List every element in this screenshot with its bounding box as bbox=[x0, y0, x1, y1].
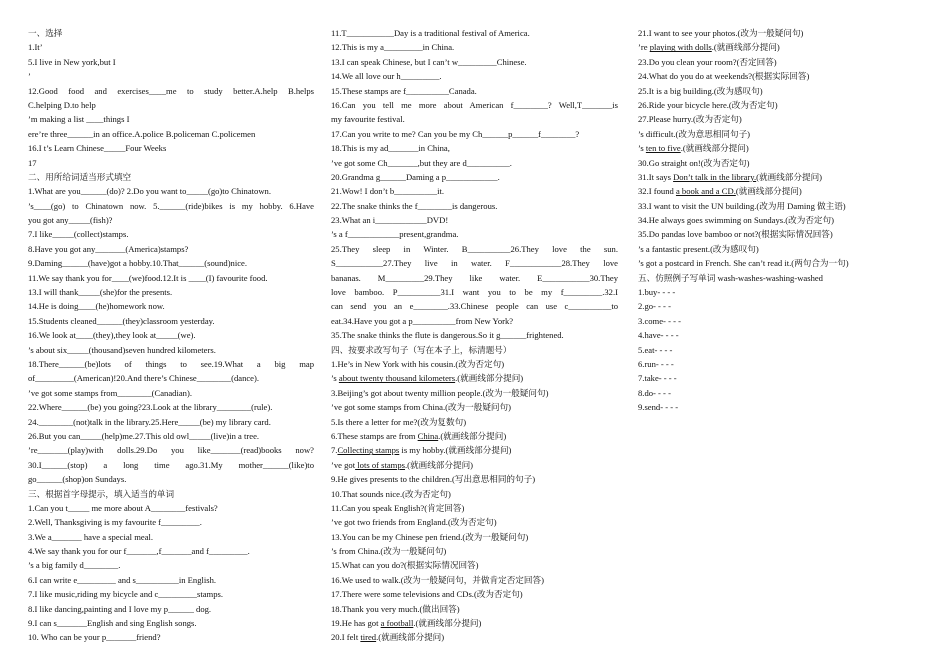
text-line bbox=[28, 616, 314, 630]
line-text: 13.You can be my Chinese pen friend.(改为一般疑问句) bbox=[331, 531, 529, 542]
line-text: 3.come- - - - bbox=[638, 315, 681, 326]
text-line bbox=[331, 429, 618, 443]
line-text: 12.Good food and exercises____me to study better.A.help B.helps bbox=[28, 85, 314, 96]
line-text: 15.What can you do?(根据实际情况回答) bbox=[331, 560, 479, 571]
line-suffix: is my hobby.(就画线部分提问) bbox=[399, 445, 512, 456]
line-text: 32.I found bbox=[638, 186, 676, 197]
text-line bbox=[331, 558, 618, 572]
text-line bbox=[28, 544, 314, 558]
text-line bbox=[28, 472, 314, 486]
line-text: 1.He’s in New York with his cousin.(改为否定句) bbox=[331, 358, 505, 369]
line-text: you got any_____(fish)? bbox=[28, 215, 113, 226]
underlined-phrase: a book and a CD. bbox=[675, 186, 736, 197]
text-line bbox=[331, 314, 618, 328]
line-text: ’ve got two friends from England.(改为否定句) bbox=[331, 517, 497, 528]
line-text: 23.What an i____________DVD! bbox=[331, 215, 449, 226]
line-text: 8.Have you got any_______(America)stamps? bbox=[28, 243, 189, 254]
line-text: 22.The snake thinks the f________is dangerous. bbox=[331, 200, 498, 211]
underlined-phrase: playing with dolls bbox=[649, 42, 712, 53]
text-line bbox=[28, 55, 314, 69]
line-text: 1.It’ bbox=[28, 42, 43, 53]
text-line bbox=[331, 299, 618, 313]
line-text: 14.He is doing____(he)homework now. bbox=[28, 301, 165, 312]
line-suffix: .(就画线部分提问) bbox=[711, 42, 780, 53]
text-line bbox=[28, 443, 314, 457]
text-line bbox=[331, 544, 618, 558]
line-text: ’s about six_____(thousand)seven hundred kilometers. bbox=[28, 344, 216, 355]
underlined-phrase: China bbox=[417, 430, 439, 441]
line-text: 11.T___________Day is a traditional festival of America. bbox=[331, 28, 530, 38]
text-line bbox=[638, 112, 928, 126]
text-line bbox=[28, 328, 314, 342]
text-line bbox=[638, 26, 928, 40]
text-line bbox=[638, 40, 928, 54]
line-text: 1.buy- - - - bbox=[638, 287, 676, 298]
text-line bbox=[28, 515, 314, 529]
line-text: bananas. M_________29.They like water. E___________30.They bbox=[331, 272, 618, 283]
line-suffix: .(就画线部分提问) bbox=[455, 373, 524, 384]
line-text: my favourite festival. bbox=[331, 114, 405, 125]
text-line bbox=[28, 69, 314, 83]
line-text: ’ve got some stamps from China.(改为一般疑问句) bbox=[331, 402, 511, 413]
text-line bbox=[28, 141, 314, 155]
line-text: 10.That sounds nice.(改为否定句) bbox=[331, 488, 451, 499]
text-line bbox=[331, 26, 618, 40]
text-line bbox=[638, 98, 928, 112]
line-text: ere’re three______in an office.A.police B.policeman C.policemen bbox=[28, 128, 256, 139]
text-line bbox=[331, 141, 618, 155]
text-line bbox=[28, 156, 314, 170]
text-line bbox=[28, 487, 314, 501]
text-line bbox=[331, 386, 618, 400]
line-text: 四、按要求改写句子（写在本子上，标清题号） bbox=[331, 344, 512, 355]
line-text: ’s got a postcard in French. She can’t read it.(两句合为一句) bbox=[638, 258, 849, 269]
text-line bbox=[28, 170, 314, 184]
line-text: ’re_______(play)with dolls.29.Do you like_______(read)books now? bbox=[28, 445, 314, 456]
text-line bbox=[638, 357, 928, 371]
line-text: 4.have- - - - bbox=[638, 330, 679, 341]
line-text: 30.I______(stop) a long time ago.31.My mother______(like)to bbox=[28, 459, 314, 470]
text-line bbox=[331, 242, 618, 256]
underlined-phrase: Collecting stamps bbox=[337, 445, 400, 456]
line-text: 21.I want to see your photos.(改为一般疑问句) bbox=[638, 28, 804, 38]
line-suffix: .(就画线部分提问) bbox=[376, 632, 445, 643]
line-text: 25.They sleep in Winter. B__________26.They love the sun. bbox=[331, 243, 618, 254]
line-text: 35.The snake thinks the flute is dangerous.So it g______frightened. bbox=[331, 330, 564, 341]
text-line bbox=[28, 227, 314, 241]
line-text: 7.take- - - - bbox=[638, 373, 677, 384]
text-line bbox=[638, 141, 928, 155]
text-line bbox=[28, 285, 314, 299]
column-3 bbox=[638, 26, 928, 415]
line-text: 26.But you can_____(help)me.27.This old owl_____(live)in a tree. bbox=[28, 430, 260, 441]
text-line bbox=[28, 26, 314, 40]
text-line bbox=[331, 213, 618, 227]
text-line bbox=[28, 314, 314, 328]
line-text: 7.I like_____(collect)stamps. bbox=[28, 229, 129, 240]
line-text: 30.Go straight on!(改为否定句) bbox=[638, 157, 750, 168]
text-line bbox=[28, 558, 314, 572]
line-text: 16.We used to walk.(改为一般疑问句，并做肯定否定回答) bbox=[331, 574, 544, 585]
text-line bbox=[331, 156, 618, 170]
text-line bbox=[331, 256, 618, 270]
line-text: 24.________(not)talk in the library.25.Here_____(be) my library card. bbox=[28, 416, 271, 427]
line-text: 18.There______(be)lots of things to see.19.What a big map bbox=[28, 358, 314, 369]
underlined-phrase: ten to five bbox=[645, 143, 681, 154]
line-suffix: .(就画线部分提问) bbox=[405, 459, 474, 470]
line-text: S___________27.They live in water. F____________28.They love bbox=[331, 258, 618, 269]
text-line bbox=[331, 343, 618, 357]
line-text: 9.He gives presents to the children.(写出意思相同的句子) bbox=[331, 474, 536, 485]
line-text: 31.It says bbox=[638, 171, 674, 182]
line-text: 27.Please hurry.(改为否定句) bbox=[638, 114, 742, 125]
text-line bbox=[638, 84, 928, 98]
text-line bbox=[331, 371, 618, 385]
text-line bbox=[331, 227, 618, 241]
line-text: 20.Grandma g______Daming a p____________. bbox=[331, 171, 500, 182]
text-line bbox=[638, 271, 928, 285]
text-line bbox=[28, 501, 314, 515]
line-text: ’s bbox=[638, 143, 646, 154]
line-text: 8.I like dancing,painting and I love my p______ dog. bbox=[28, 603, 212, 614]
underlined-phrase: a football bbox=[380, 618, 414, 629]
text-line bbox=[331, 127, 618, 141]
text-line bbox=[331, 501, 618, 515]
line-text: 17.There were some televisions and CDs.(改为否定句) bbox=[331, 589, 523, 600]
line-suffix: (就画线部分提问) bbox=[756, 171, 823, 182]
line-text: 14.We all love our h_________. bbox=[331, 71, 442, 82]
line-text: of_________(American)!20.And there’s Chinese________(dance). bbox=[28, 373, 260, 384]
text-line bbox=[28, 458, 314, 472]
text-line bbox=[638, 199, 928, 213]
line-text: 五、仿照例子写单词 wash-washes-washing-washed bbox=[638, 272, 823, 283]
text-line bbox=[28, 630, 314, 644]
text-line bbox=[28, 127, 314, 141]
text-line bbox=[28, 271, 314, 285]
text-line bbox=[638, 184, 928, 198]
underlined-phrase: Don’t talk in the library. bbox=[673, 171, 757, 182]
line-text: 26.Ride your bicycle here.(改为否定句) bbox=[638, 99, 778, 110]
line-suffix: .(就画线部分提问) bbox=[438, 430, 507, 441]
line-text: ’s a fantastic present.(改为感叹句) bbox=[638, 243, 759, 254]
line-text: can send you an e________.33.Chinese people can use c__________to bbox=[331, 301, 618, 312]
line-text: eat.34.Have you got a p__________from New York? bbox=[331, 315, 514, 326]
line-text: 10. Who can be your p_______friend? bbox=[28, 632, 161, 643]
text-line bbox=[638, 285, 928, 299]
line-text: 18.Thank you very much.(做出回答) bbox=[331, 603, 460, 614]
line-text: 2.Well, Thanksgiving is my favourite f_________. bbox=[28, 517, 202, 528]
text-line bbox=[638, 299, 928, 313]
line-text: 19.He has got bbox=[331, 618, 381, 629]
text-line bbox=[331, 285, 618, 299]
line-text: ’ bbox=[28, 71, 31, 82]
underlined-phrase: tired bbox=[360, 632, 377, 643]
text-line bbox=[28, 184, 314, 198]
line-text: 20.I felt bbox=[331, 632, 361, 643]
line-text: 13.I will thank_____(she)for the presents. bbox=[28, 287, 173, 298]
text-line bbox=[638, 156, 928, 170]
line-text: 8.do- - - - bbox=[638, 387, 671, 398]
text-line bbox=[331, 112, 618, 126]
text-line bbox=[331, 458, 618, 472]
line-text: 23.Do you clean your room?(否定回答) bbox=[638, 56, 777, 67]
line-text: 24.What do you do at weekends?(根据实际回答) bbox=[638, 71, 810, 82]
text-line bbox=[638, 386, 928, 400]
text-line bbox=[638, 314, 928, 328]
text-line bbox=[28, 40, 314, 54]
line-text: 13.I can speak Chinese, but I can’t w_________Chinese. bbox=[331, 56, 527, 67]
line-text: 7.I like music,riding my bicycle and c_________stamps. bbox=[28, 589, 223, 600]
line-text: ’s from China.(改为一般疑问句) bbox=[331, 546, 447, 557]
line-text: ’s a big family d________. bbox=[28, 560, 121, 571]
text-line bbox=[28, 343, 314, 357]
text-line bbox=[331, 328, 618, 342]
line-text: 11.Can you speak English?(肯定回答) bbox=[331, 502, 465, 513]
text-line bbox=[331, 400, 618, 414]
line-text: 34.He always goes swimming on Sundays.(改为否定句) bbox=[638, 215, 834, 226]
text-line bbox=[28, 213, 314, 227]
text-line bbox=[331, 170, 618, 184]
line-text: 5.I live in New york,but I bbox=[28, 56, 116, 67]
line-text: 7. bbox=[331, 445, 338, 456]
line-text: 6.These stamps are from bbox=[331, 430, 418, 441]
line-text: ’ve got some stamps from________(Canadian). bbox=[28, 387, 192, 398]
line-text: 16.Can you tell me more about American f________? Well,T_______is bbox=[331, 99, 618, 110]
text-line bbox=[28, 299, 314, 313]
text-line bbox=[28, 112, 314, 126]
text-line bbox=[28, 98, 314, 112]
line-text: 16.We look at____(they),they look at_____(we). bbox=[28, 330, 196, 341]
text-line bbox=[28, 357, 314, 371]
text-line bbox=[638, 343, 928, 357]
line-text: 4.We say thank you for our f_______,f_______and f_________. bbox=[28, 546, 250, 557]
line-text: ’s a f____________present,grandma. bbox=[331, 229, 459, 240]
text-line bbox=[331, 357, 618, 371]
text-line bbox=[331, 199, 618, 213]
line-text: 6.I can write e_________ and s__________in English. bbox=[28, 574, 217, 585]
text-line bbox=[638, 55, 928, 69]
line-text: ’m making a list ____things I bbox=[28, 114, 130, 125]
line-text: 22.Where______(be) you going?23.Look at the library________(rule). bbox=[28, 402, 273, 413]
line-text: 33.I want to visit the UN building.(改为用 Daming 做主语) bbox=[638, 200, 846, 211]
line-text: ’ve got bbox=[331, 459, 356, 470]
line-text: 15.These stamps are f__________Canada. bbox=[331, 85, 477, 96]
line-suffix: (就画线部分提问) bbox=[735, 186, 802, 197]
text-line bbox=[28, 602, 314, 616]
line-text: 1.What are you______(do)? 2.Do you want to_____(go)to Chinatown. bbox=[28, 186, 271, 197]
text-line bbox=[28, 371, 314, 385]
line-text: 9.Daming______(have)got a hobby.10.That______(sound)nice. bbox=[28, 258, 248, 269]
line-text: 三、根据首字母提示，填入适当的单词 bbox=[28, 488, 175, 499]
line-text: 3.Beijing’s got about twenty million people.(改为一般疑问句) bbox=[331, 387, 549, 398]
text-line bbox=[28, 587, 314, 601]
text-line bbox=[638, 242, 928, 256]
text-line bbox=[28, 530, 314, 544]
line-text: 17 bbox=[28, 157, 37, 168]
line-text: ’ve got some Ch_______,but they are d__________. bbox=[331, 157, 512, 168]
text-line bbox=[638, 170, 928, 184]
line-text: 17.Can you write to me? Can you be my Ch______p______f________? bbox=[331, 128, 580, 139]
line-text: 25.It is a big building.(改为感叹句) bbox=[638, 85, 763, 96]
text-line bbox=[331, 69, 618, 83]
text-line bbox=[331, 630, 618, 644]
text-line bbox=[331, 415, 618, 429]
line-text: 21.Wow! I don’t b__________it. bbox=[331, 186, 445, 197]
column-2 bbox=[331, 26, 618, 645]
text-line bbox=[331, 40, 618, 54]
underlined-phrase: about twenty thousand kilometers bbox=[338, 373, 456, 384]
text-line bbox=[28, 400, 314, 414]
line-text: 9.I can s_______English and sing English songs. bbox=[28, 618, 197, 629]
column-1 bbox=[28, 26, 314, 645]
line-text: 二、用所给词适当形式填空 bbox=[28, 171, 132, 182]
text-line bbox=[28, 386, 314, 400]
text-line bbox=[331, 530, 618, 544]
line-suffix: .(就画线部分提问) bbox=[680, 143, 749, 154]
text-line bbox=[331, 616, 618, 630]
text-line bbox=[331, 84, 618, 98]
line-text: 9.send- - - - bbox=[638, 402, 679, 413]
text-line bbox=[331, 184, 618, 198]
text-line bbox=[331, 573, 618, 587]
text-line bbox=[331, 587, 618, 601]
text-line bbox=[331, 55, 618, 69]
text-line bbox=[28, 84, 314, 98]
line-text: 12.This is my a_________in China. bbox=[331, 42, 455, 53]
text-line bbox=[28, 415, 314, 429]
text-line bbox=[28, 242, 314, 256]
line-text: love bamboo. P__________31.I want you to be my f_________.32.I bbox=[331, 287, 618, 298]
text-line bbox=[638, 400, 928, 414]
line-text: C.helping D.to help bbox=[28, 99, 96, 110]
text-line bbox=[331, 487, 618, 501]
text-line bbox=[331, 98, 618, 112]
line-text: ’re bbox=[638, 42, 650, 53]
text-line bbox=[331, 271, 618, 285]
line-text: 35.Do pandas love bamboo or not?(根据实际情况回答) bbox=[638, 229, 833, 240]
text-line bbox=[638, 328, 928, 342]
line-suffix: .(就画线部分提问) bbox=[413, 618, 482, 629]
line-text: ’s difficult.(改为意思相同句子) bbox=[638, 128, 751, 139]
text-line bbox=[331, 515, 618, 529]
line-text: 15.Students cleaned______(they)classroom yesterday. bbox=[28, 315, 215, 326]
text-line bbox=[331, 443, 618, 457]
text-line bbox=[638, 213, 928, 227]
text-line bbox=[638, 227, 928, 241]
line-text: 2.go- - - - bbox=[638, 301, 671, 312]
line-text: 5.eat- - - - bbox=[638, 344, 673, 355]
line-text: 6.run- - - - bbox=[638, 358, 674, 369]
line-text: 16.I t’s Learn Chinese_____Four Weeks bbox=[28, 143, 167, 154]
text-line bbox=[28, 199, 314, 213]
text-line bbox=[331, 602, 618, 616]
line-text: 一、选择 bbox=[28, 28, 63, 38]
line-text: ’s____(go) to Chinatown now. 5.______(ride)bikes is my hobby. 6.Have bbox=[28, 200, 314, 211]
text-line bbox=[28, 573, 314, 587]
text-line bbox=[28, 429, 314, 443]
text-line bbox=[331, 472, 618, 486]
line-text: 11.We say thank you for____(we)food.12.It is ____(I) favourite food. bbox=[28, 272, 268, 283]
underlined-phrase: lots of stamps bbox=[355, 459, 406, 470]
line-text: 1.Can you t_____ me more about A________festivals? bbox=[28, 502, 218, 513]
line-text: 18.This is my ad_______in China, bbox=[331, 143, 450, 154]
text-line bbox=[638, 127, 928, 141]
text-line bbox=[638, 256, 928, 270]
text-line bbox=[638, 69, 928, 83]
line-text: 5.Is there a letter for me?(改为复数句) bbox=[331, 416, 467, 427]
text-line bbox=[638, 371, 928, 385]
line-text: 3.We a_______ have a special meal. bbox=[28, 531, 154, 542]
line-text: ’s bbox=[331, 373, 339, 384]
line-text: go______(shop)on Sundays. bbox=[28, 474, 127, 485]
text-line bbox=[28, 256, 314, 270]
